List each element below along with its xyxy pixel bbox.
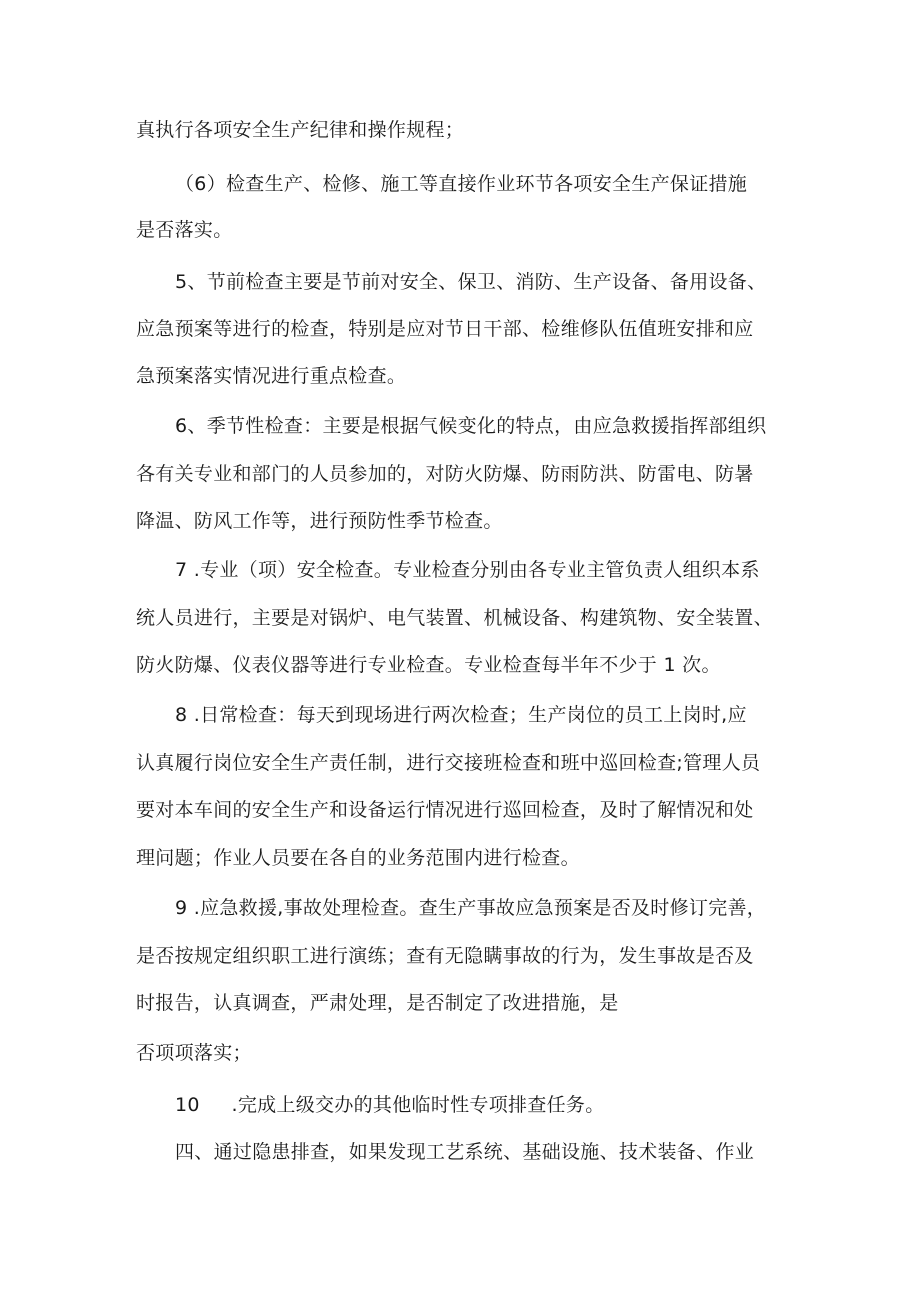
text-line: 各有关专业和部门的人员参加的，对防火防爆、防雨防洪、防雷电、防暑 [136,463,754,485]
text-line: 5、节前检查主要是节前对安全、保卫、消防、生产设备、备用设备、 [175,271,767,293]
text-line: 认真履行岗位安全生产责任制，进行交接班检查和班中巡回检查;管理人员 [136,752,761,774]
text-line: 否项项落实； [136,1042,252,1064]
text-line: 7 .专业（项）安全检查。专业检查分别由各专业主管负责人组织本系 [175,559,760,581]
text-line: 急预案落实情况进行重点检查。 [136,365,407,387]
text-line: 9 .应急救援,事故处理检查。查生产事故应急预案是否及时修订完善， [175,897,767,919]
text-line: 防火防爆、仪表仪器等进行专业检查。专业检查每半年不少于 1 次。 [136,654,721,676]
text-line: 四、通过隐患排查，如果发现工艺系统、基础设施、技术装备、作业 [175,1141,755,1163]
text-line: （6）检查生产、检修、施工等直接作业环节各项安全生产保证措施 [175,173,748,195]
text-line: 时报告，认真调查，严肃处理，是否制定了改进措施，是 [136,992,619,1014]
text-line: 10 .完成上级交办的其他临时性专项排查任务。 [175,1094,605,1116]
text-line: 统人员进行，主要是对锅炉、电气装置、机械设备、构建筑物、安全装置、 [136,607,773,629]
text-line: 降温、防风工作等，进行预防性季节检查。 [136,510,503,532]
text-line: 是否按规定组织职工进行演练；查有无隐瞒事故的行为，发生事故是否及 [136,945,754,967]
text-line: 应急预案等进行的检查，特别是应对节日干部、检维修队伍值班安排和应 [136,318,754,340]
text-line: 理问题；作业人员要在各自的业务范围内进行检查。 [136,847,580,869]
text-line: 要对本车间的安全生产和设备运行情况进行巡回检查，及时了解情况和处 [136,799,754,821]
text-line: 6、季节性检查：主要是根据气候变化的特点，由应急救援指挥部组织 [175,415,767,437]
text-line: 真执行各项安全生产纪律和操作规程； [136,119,465,141]
text-line: 8 .日常检查：每天到现场进行两次检查；生产岗位的员工上岗时,应 [175,704,747,726]
text-line: 是否落实。 [136,219,233,241]
